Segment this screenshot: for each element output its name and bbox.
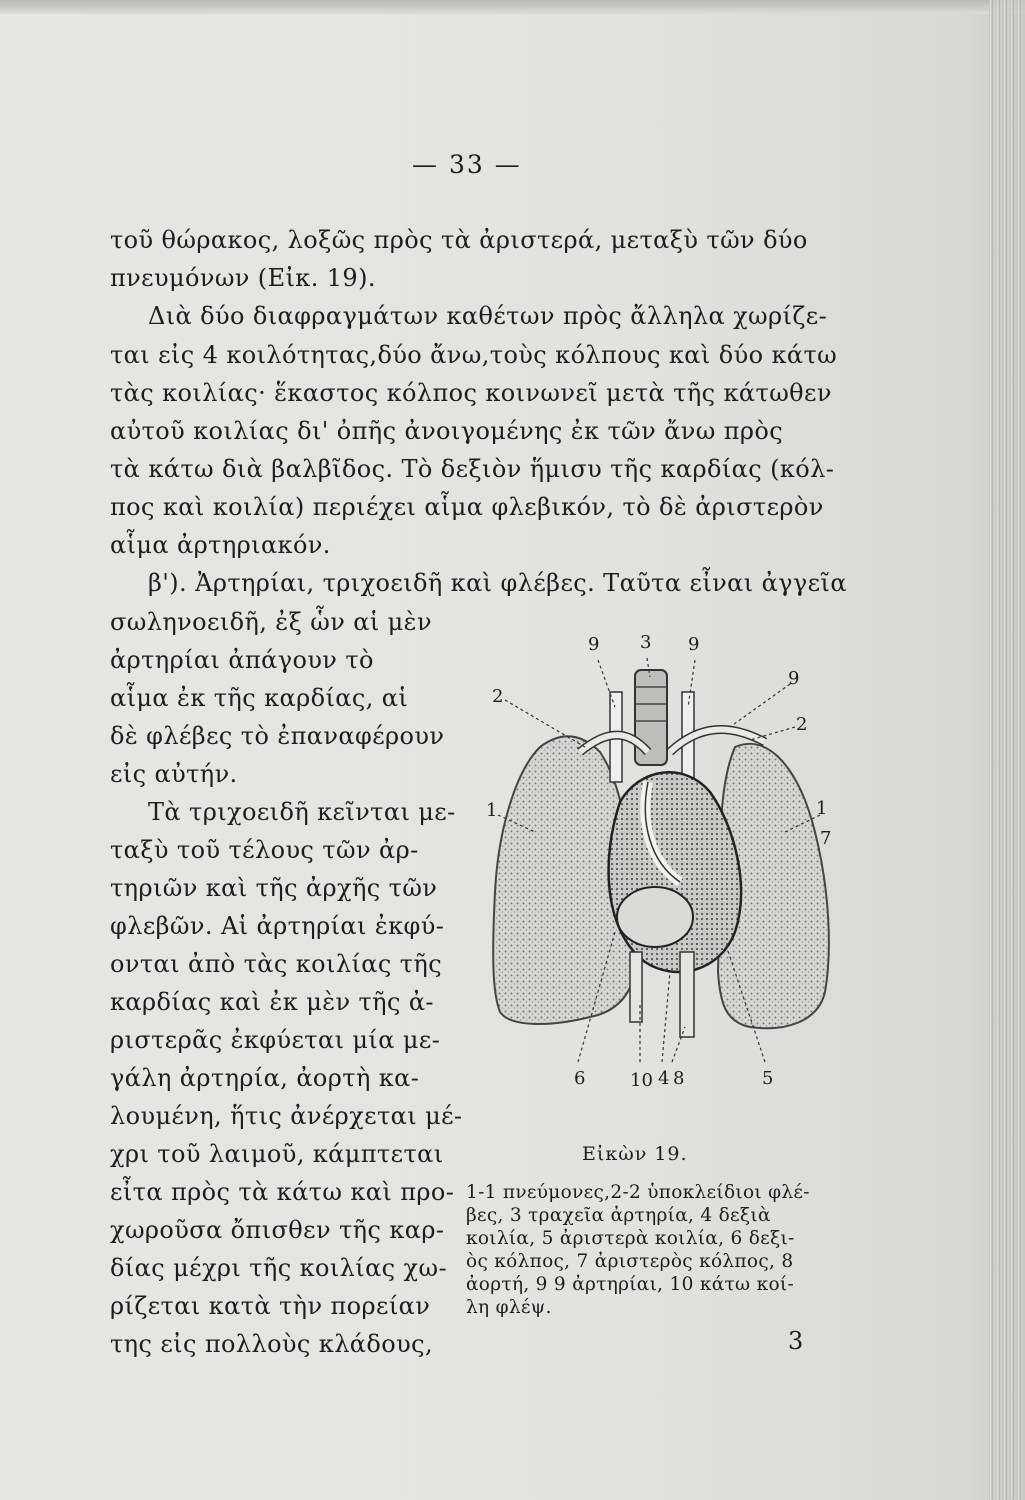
column-line: της εἰς πολλοὺς κλάδους, <box>110 1330 433 1358</box>
column-line: ρίζεται κατὰ τὴν πορείαν <box>110 1292 431 1320</box>
body-line: τοῦ θώρακος, λοξῶς πρὸς τὰ ἀριστερά, μεταξὺ τῶν δύο <box>110 226 808 254</box>
page-binding-edge <box>989 0 1025 1500</box>
body-line: ται εἰς 4 κοιλότητας,δύο ἄνω,τοὺς κόλπους καὶ δύο κάτω <box>110 341 838 369</box>
column-line: ονται ἀπὸ τὰς κοιλίας τῆς <box>110 950 443 978</box>
body-line: τὰ κάτω διὰ βαλβῖδος. Τὸ δεξιὸν ἥμισυ τῆς καρδίας (κόλ- <box>110 455 835 483</box>
column-line: ταξὺ τοῦ τέλους τῶν ἀρ- <box>110 836 419 864</box>
column-line: σωληνοειδῆ, ἐξ ὧν αἱ μὲν <box>110 608 432 636</box>
figure-label: 2 <box>796 714 808 735</box>
body-line: Διὰ δύο διαφραγμάτων καθέτων πρὸς ἄλληλα χωρίζε- <box>148 302 828 330</box>
column-line: ριστερᾶς ἐκφύεται μία με- <box>110 1026 441 1054</box>
caption-line: ὸς κόλπος, 7 ἀριστερὸς κόλπος, 8 <box>466 1251 794 1272</box>
figure-label: 1 <box>486 800 498 821</box>
column-line: Τὰ τριχοειδῆ κεῖνται με- <box>148 798 456 826</box>
column-line: ἀρτηρίαι ἀπάγουν τὸ <box>110 646 374 674</box>
caption-line: κοιλία, 5 ἀριστερὰ κοιλία, 6 δεξι- <box>466 1228 795 1249</box>
figure-label: 3 <box>640 632 652 653</box>
caption-line: βες, 3 τραχεῖα ἀρτηρία, 4 δεξιὰ <box>466 1205 771 1226</box>
column-line: χωροῦσα ὄπισθεν τῆς καρ- <box>110 1216 445 1244</box>
heart-lungs-figure <box>480 632 850 1102</box>
page-header: — 33 — <box>412 150 522 179</box>
page-top-edge <box>0 0 1025 14</box>
figure-label: 9 <box>788 668 800 689</box>
body-line: πος καὶ κοιλία) περιέχει αἷμα φλεβικόν, τὸ δὲ ἀριστερὸν <box>110 493 824 521</box>
body-line: αὐτοῦ κοιλίας δι' ὀπῆς ἀνοιγομένης ἐκ τῶν ἄνω πρὸς <box>110 417 784 445</box>
figure-caption-title: Εἰκὼν 19. <box>582 1143 688 1165</box>
column-line: τηριῶν καὶ τῆς ἀρχῆς τῶν <box>110 874 438 902</box>
column-line: γάλη ἀρτηρία, ἀορτὴ κα- <box>110 1064 420 1092</box>
figure-label: 1 <box>816 798 828 819</box>
column-line: καρδίας καὶ ἐκ μὲν τῆς ἀ- <box>110 988 434 1016</box>
body-line: πνευμόνων (Εἰκ. 19). <box>110 264 376 292</box>
column-line: φλεβῶν. Αἱ ἀρτηρίαι ἐκφύ- <box>110 912 445 940</box>
body-line: τὰς κοιλίας· ἕκαστος κόλπος κοινωνεῖ μετὰ τῆς κάτωθεν <box>110 379 832 407</box>
heart-lungs-illustration <box>480 632 850 1102</box>
body-line: β'). Ἀρτηρίαι, τριχοειδῆ καὶ φλέβες. Ταῦτα εἶναι ἀγγεῖα <box>148 569 847 597</box>
figure-label: 2 <box>492 686 504 707</box>
figure-label: 6 <box>574 1068 586 1089</box>
figure-label: 9 <box>688 634 700 655</box>
figure-label: 5 <box>762 1068 774 1089</box>
figure-label: 4 <box>658 1068 670 1089</box>
column-line: εἰς αὐτήν. <box>110 760 238 788</box>
figure-label: 7 <box>820 828 832 849</box>
column-line: χρι τοῦ λαιμοῦ, κάμπτεται <box>110 1140 444 1168</box>
caption-line: ἀορτή, 9 9 ἀρτηρίαι, 10 κάτω κοί- <box>466 1274 794 1295</box>
body-line: αἷμα ἀρτηριακόν. <box>110 531 331 559</box>
column-line: λουμένη, ἥτις ἀνέρχεται μέ- <box>110 1102 463 1130</box>
figure-label: 8 <box>673 1068 685 1089</box>
caption-line: λη φλέψ. <box>466 1297 552 1318</box>
figure-label: 9 <box>588 634 600 655</box>
column-line: δὲ φλέβες τὸ ἐπαναφέρουν <box>110 722 445 750</box>
column-line: δίας μέχρι τῆς κοιλίας χω- <box>110 1254 447 1282</box>
column-line: αἷμα ἐκ τῆς καρδίας, αἱ <box>110 684 409 712</box>
column-line: εἶτα πρὸς τὰ κάτω καὶ προ- <box>110 1178 455 1206</box>
figure-label: 10 <box>630 1070 653 1091</box>
caption-line: 1-1 πνεύμονες,2-2 ὑποκλείδιοι φλέ- <box>466 1182 810 1203</box>
page-number: 3 <box>788 1327 804 1355</box>
